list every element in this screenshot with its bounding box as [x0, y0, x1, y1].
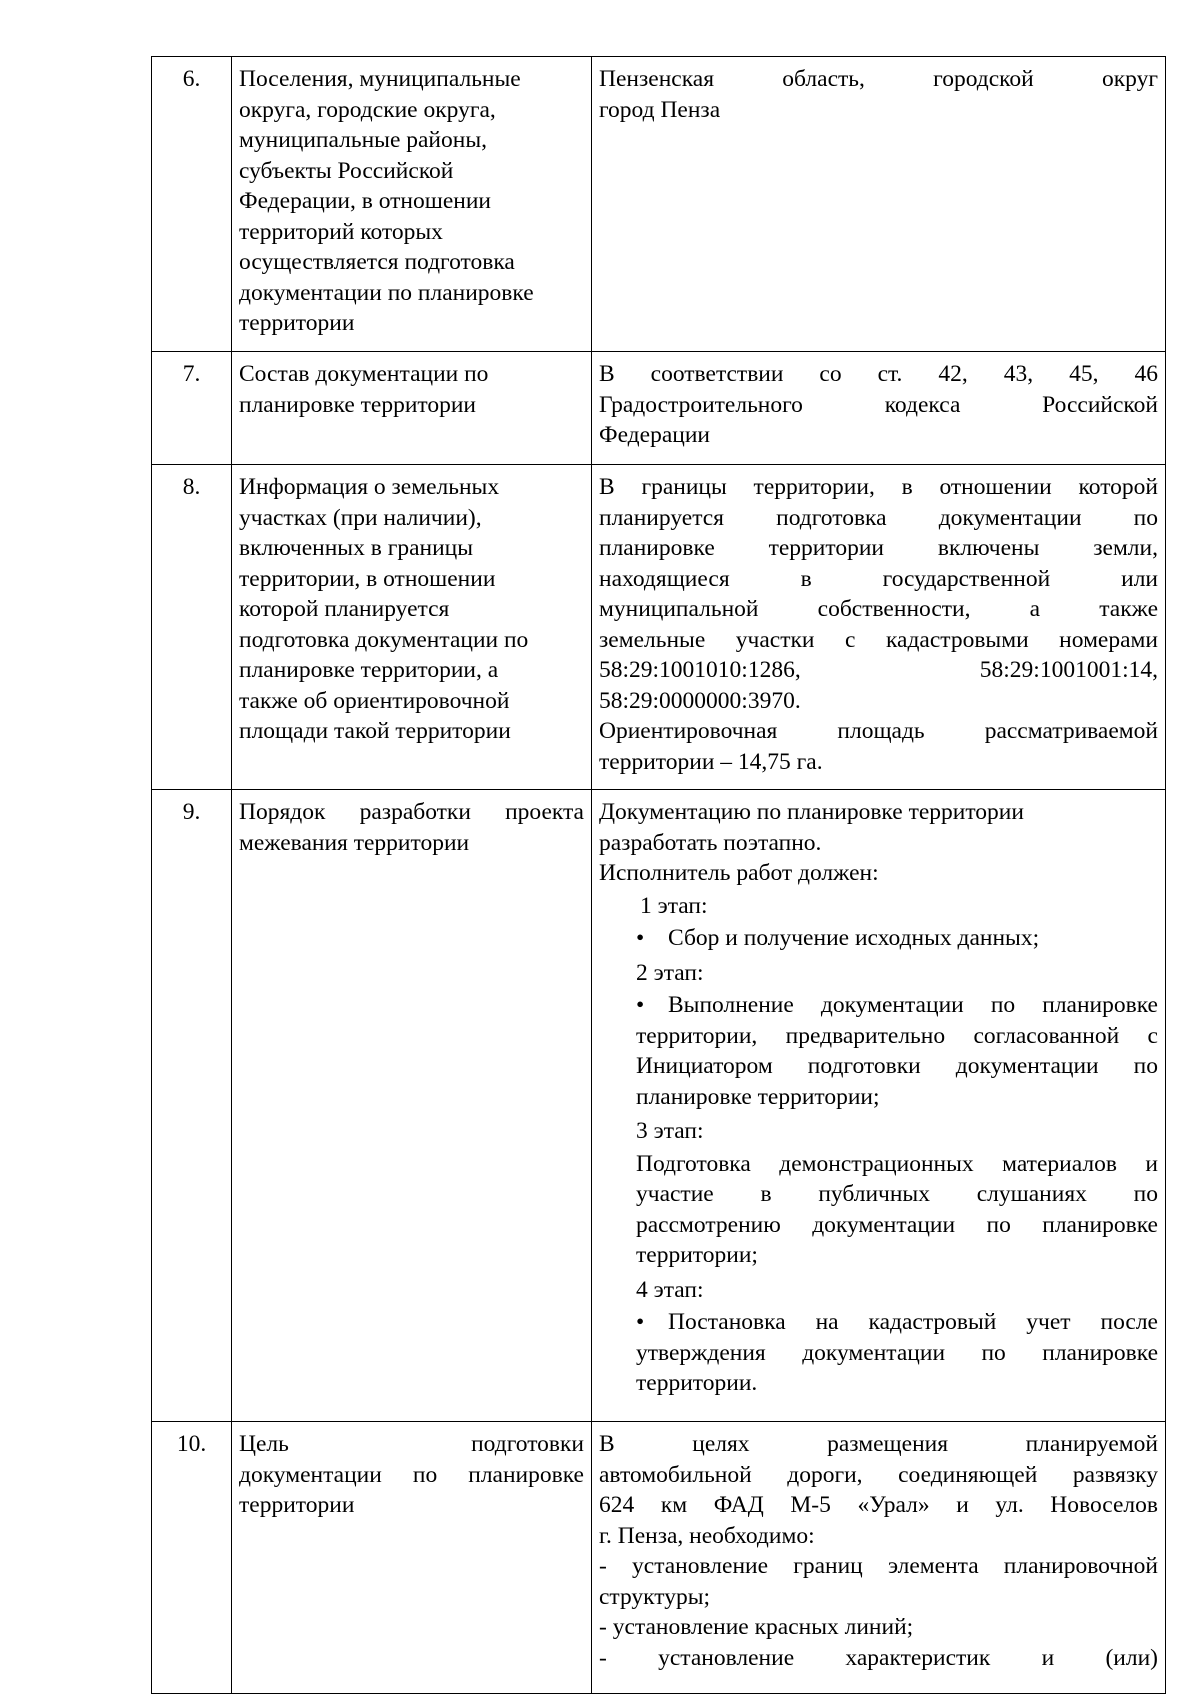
text-line: планировке территории;	[636, 1083, 880, 1110]
text-line: Выполнение документации по планировке	[668, 992, 1158, 1018]
bullet-icon: •	[636, 1309, 645, 1335]
stage-label: 1 этап:	[640, 892, 708, 919]
text-line: Сбор и получение исходных данных;	[668, 925, 1040, 951]
table-row	[152, 352, 1166, 465]
text-line: документации по планировке	[239, 279, 534, 306]
stage-label: 3 этап:	[636, 1118, 704, 1144]
text-line: осуществляется подготовка	[239, 249, 515, 275]
row-label	[232, 465, 592, 790]
terms-table	[151, 56, 1166, 1694]
text-line: находящиеся в государственной или	[599, 565, 1158, 592]
bullet-item	[636, 923, 1158, 954]
text-line: подготовка документации по	[239, 626, 529, 653]
text-line: территории	[239, 1492, 355, 1518]
bullet-icon: •	[636, 925, 645, 951]
text-line: планировке территории	[239, 391, 477, 418]
text-line: 624 км ФАД М-5 «Урал» и ул. Новоселов	[599, 1492, 1158, 1518]
text-line: - установление границ элемента планировочной	[599, 1553, 1158, 1579]
row-number: 9.	[152, 790, 232, 1422]
bullet-item	[636, 990, 1158, 1112]
text-line: территорий которых	[239, 218, 443, 245]
text-line: Состав документации по	[239, 361, 489, 387]
text-line: Ориентировочная площадь рассматриваемой	[599, 718, 1158, 744]
row-number: 6.	[152, 57, 232, 352]
text-line: Цель подготовки	[239, 1431, 584, 1457]
text-line: Поселения, муниципальные	[239, 66, 521, 92]
text-line: территории, в отношении	[239, 565, 496, 592]
text-line: Подготовка демонстрационных материалов и	[636, 1150, 1158, 1177]
text-line: территории.	[636, 1370, 758, 1396]
text-line: разработать поэтапно.	[599, 829, 822, 856]
text-line: автомобильной дороги, соединяющей развязку	[599, 1461, 1158, 1488]
row-value	[592, 57, 1166, 352]
text-line: субъекты Российской	[239, 157, 454, 184]
text-line: участие в публичных слушаниях по	[636, 1181, 1158, 1207]
text-line: территории	[239, 310, 355, 336]
stage-label: 2 этап:	[636, 959, 704, 986]
text-line: Федерации	[599, 422, 710, 448]
text-line: Исполнитель работ должен:	[599, 860, 879, 886]
text-line: планировке территории включены земли,	[599, 535, 1158, 561]
text-line: Пензенская область, городской округ	[599, 66, 1158, 92]
text-line: Постановка на кадастровый учет после	[668, 1309, 1158, 1335]
text-block	[636, 1149, 1158, 1271]
text-line: утверждения документации по планировке	[636, 1339, 1158, 1366]
row-label	[232, 790, 592, 1422]
text-line: В соответствии со ст. 42, 43, 45, 46	[599, 361, 1158, 387]
text-line: 58:29:0000000:3970.	[599, 687, 801, 714]
text-line: территории, предварительно согласованной с	[636, 1022, 1158, 1049]
text-line: планируется подготовка документации по	[599, 504, 1158, 531]
text-line: территории – 14,75 га.	[599, 748, 823, 775]
text-line: также об ориентировочной	[239, 687, 510, 714]
text-line: 58:29:1001010:1286, 58:29:1001001:14,	[599, 657, 1158, 683]
bullet-item	[636, 1307, 1158, 1399]
text-line: Документацию по планировке территории	[599, 799, 1024, 825]
text-line: территории;	[636, 1242, 758, 1268]
text-line: Федерации, в отношении	[239, 188, 491, 214]
text-line: округа, городские округа,	[239, 96, 496, 123]
bullet-icon: •	[636, 992, 645, 1018]
text-line: которой планируется	[239, 596, 450, 622]
text-line: - установление характеристик и (или)	[599, 1644, 1158, 1671]
text-line: структуры;	[599, 1583, 711, 1610]
text-line: межевания территории	[239, 829, 470, 856]
text-line: включенных в границы	[239, 535, 474, 561]
row-number: 8.	[152, 465, 232, 790]
row-value	[592, 352, 1166, 465]
text-line: земельные участки с кадастровыми номерами	[599, 626, 1158, 653]
text-line: г. Пенза, необходимо:	[599, 1522, 815, 1549]
text-line: документации по планировке	[239, 1461, 584, 1488]
text-line: город Пенза	[599, 96, 721, 123]
text-line: участках (при наличии),	[239, 504, 482, 531]
stage-label: 4 этап:	[636, 1276, 704, 1303]
table-row	[152, 790, 1166, 1422]
text-line: муниципальной собственности, а также	[599, 596, 1158, 622]
row-label	[232, 1422, 592, 1694]
text-line: - установление красных линий;	[599, 1614, 914, 1640]
row-value	[592, 1422, 1166, 1694]
text-line: рассмотрению документации по планировке	[636, 1211, 1158, 1238]
text-line: муниципальные районы,	[239, 127, 488, 153]
text-line: Градостроительного кодекса Российской	[599, 391, 1158, 418]
table-row	[152, 465, 1166, 790]
row-number: 10.	[152, 1422, 232, 1694]
text-line: В целях размещения планируемой	[599, 1431, 1158, 1457]
row-label	[232, 57, 592, 352]
text-line: Информация о земельных	[239, 474, 500, 500]
row-number: 7.	[152, 352, 232, 465]
row-value	[592, 465, 1166, 790]
row-value	[592, 790, 1166, 1422]
table-row	[152, 1422, 1166, 1694]
table-row	[152, 57, 1166, 352]
row-label	[232, 352, 592, 465]
text-line: площади такой территории	[239, 718, 511, 744]
text-line: Порядок разработки проекта	[239, 799, 584, 825]
text-line: планировке территории, а	[239, 657, 499, 683]
text-line: Инициатором подготовки документации по	[636, 1053, 1158, 1079]
text-line: В границы территории, в отношении которой	[599, 474, 1158, 500]
